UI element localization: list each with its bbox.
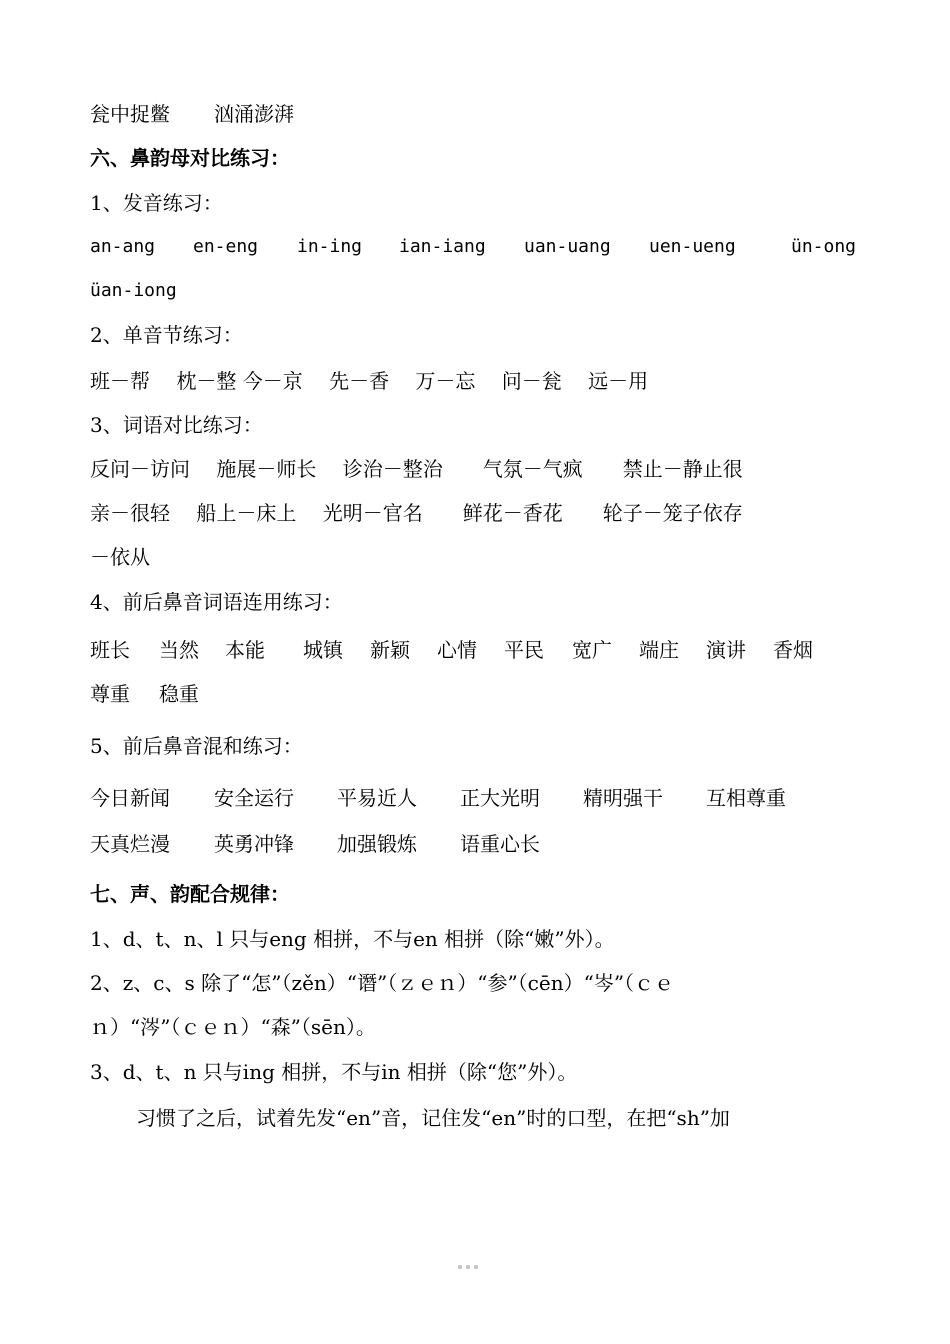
section-heading-6: 六、鼻韵母对比练习： <box>90 146 290 170</box>
vowel-pair: in-ing <box>297 236 363 257</box>
vowel-pair: ian-iang <box>399 236 486 257</box>
subheading-2: 2、单音节练习： <box>90 323 243 347</box>
idiom: 汹涌澎湃 <box>214 102 294 126</box>
phrase: 平易近人 <box>337 786 417 810</box>
compare-line: 反问－访问 施展－师长 诊治－整治 气氛－气疯 禁止－静止很 <box>90 457 743 481</box>
phrase: 精明强干 <box>583 786 663 810</box>
rule-line: 2、z、c、s 除了“怎”（zěn）“谮”（ｚｅｎ）“参”（cēn）“岑”（ｃｅ <box>90 971 675 995</box>
word: 宽广 <box>572 638 612 662</box>
word: 心情 <box>437 638 477 662</box>
word: 香烟 <box>773 638 813 662</box>
phrase: 加强锻炼 <box>337 832 417 856</box>
subheading-1: 1、发音练习： <box>90 191 223 215</box>
word: 演讲 <box>706 638 746 662</box>
word: 班长 <box>90 638 130 662</box>
phrase: 正大光明 <box>460 786 540 810</box>
phrase: 互相尊重 <box>706 786 786 810</box>
subheading-3: 3、词语对比练习： <box>90 413 263 437</box>
word: 尊重 <box>90 682 130 706</box>
idiom: 瓮中捉鳖 <box>90 102 170 126</box>
phrase: 天真烂漫 <box>90 832 170 856</box>
rule-line: ｎ）“涔”（ｃｅｎ）“森”（sēn）。 <box>90 1015 376 1039</box>
vowel-pair: üan-iong <box>90 280 177 301</box>
vowel-pair: uen-ueng <box>649 236 736 257</box>
compare-line: －依从 <box>90 545 150 569</box>
phrase: 语重心长 <box>460 832 540 856</box>
vowel-pair: ün-ong <box>791 236 857 257</box>
phrase: 今日新闻 <box>90 786 170 810</box>
phrase: 安全运行 <box>214 786 294 810</box>
subheading-4: 4、前后鼻音词语连用练习： <box>90 590 343 614</box>
section-heading-7: 七、声、韵配合规律： <box>90 882 290 906</box>
compare-line: 亲－很轻 船上－床上 光明－官名 鲜花－香花 轮子－笼子依存 <box>90 501 743 525</box>
word: 端庄 <box>639 638 679 662</box>
phrase: 英勇冲锋 <box>214 832 294 856</box>
single-syllable-line: 班－帮 枕－整 今－京 先－香 万－忘 问－瓮 远－用 <box>90 369 649 393</box>
vowel-pair: uan-uang <box>524 236 611 257</box>
word: 平民 <box>504 638 544 662</box>
vowel-pair: en-eng <box>193 236 259 257</box>
word: 城镇 <box>303 638 343 662</box>
subheading-5: 5、前后鼻音混和练习： <box>90 734 303 758</box>
rule-line: 1、d、t、n、l 只与eng 相拼，不与en 相拼（除“嫩”外）。 <box>90 927 615 951</box>
word: 新颖 <box>370 638 410 662</box>
vowel-pair: an-ang <box>90 236 156 257</box>
paragraph: 习惯了之后，试着先发“en”音，记住发“en”时的口型，在把“sh”加 <box>136 1106 730 1130</box>
rule-line: 3、d、t、n 只与ing 相拼，不与in 相拼（除“您”外）。 <box>90 1060 578 1084</box>
word: 本能 <box>225 638 265 662</box>
word: 当然 <box>159 638 199 662</box>
word: 稳重 <box>159 682 199 706</box>
page-footer-mark <box>458 1254 488 1260</box>
